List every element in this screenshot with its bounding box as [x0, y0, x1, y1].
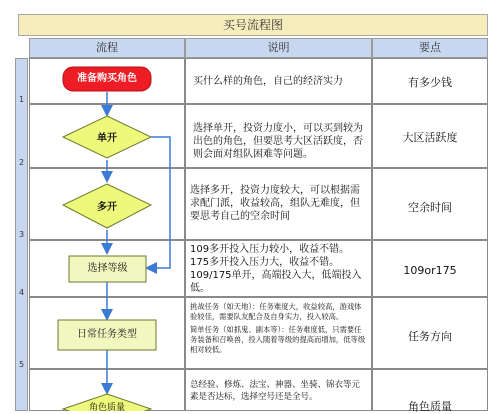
key-text-4: 109or175: [403, 264, 457, 277]
explain-text-4: [190, 243, 368, 295]
task-label: 日常任务类型: [77, 329, 137, 340]
explain-text-5: [190, 302, 368, 355]
key-text-6: 角色质量: [408, 400, 452, 413]
chart-title: 买号流程图: [18, 14, 488, 36]
explain-para-5-1: 挑战任务（如天地）：任务难度大，收益较高，游戏体验较佳，需要队友配合及自身实力，投入较高。: [190, 302, 362, 321]
single-label: 单开: [97, 133, 117, 144]
row-number-2: 2: [18, 158, 25, 167]
explain-line-4-2: 175多开投入压力大，收益不错。: [190, 257, 340, 268]
explain-line-4-3: 109/175单开，高端投入大，低端投入低。: [190, 270, 362, 294]
key-text-5: 任务方向: [408, 330, 452, 343]
explain-line-4-1: 109多开投入压力较小，收益不错。: [190, 244, 350, 255]
connector-single-level: [148, 137, 170, 268]
key-text-2: 大区活跃度: [402, 131, 458, 144]
row-number-5: 5: [18, 360, 25, 369]
row-number-3: 3: [18, 230, 25, 239]
key-text-3: 空余时间: [408, 201, 452, 214]
row-number-1: 1: [18, 95, 25, 104]
header-key: 要点: [372, 38, 488, 58]
explain-text-1: 买什么样的角色，自己的经济实力: [193, 76, 343, 87]
level-label: 选择等级: [87, 263, 128, 274]
header-flow: 流程: [29, 38, 185, 58]
explain-text-6: 总经验、修炼、法宝、神器、坐骑、锦衣等元素是否达标，选择空号还是全号。: [190, 380, 361, 402]
row-number-4: 4: [18, 288, 25, 297]
header-explain: 说明: [185, 38, 372, 58]
explain-para-5-2: 简单任务（如抓鬼、副本等）：任务难度低，只需要任务装备和召唤兽，投入随着等级的提高而增加，低等级相对较低。: [190, 325, 366, 354]
explain-text-2: 选择单开，投资力度小，可以买到较为出色的角色，但要思考大区活跃度，否则会面对组队困难等问题。: [193, 123, 363, 160]
explain-text-3: 选择多开，投资力度较大，可以根据需求配门派，收益较高，组队无难度，但要思考自己的空余时间: [190, 185, 360, 222]
start-label: 准备购买角色: [77, 73, 137, 84]
quality-label: 角色质量: [88, 403, 125, 413]
multi-label: 多开: [97, 202, 117, 213]
key-text-1: 有多少钱: [408, 76, 452, 89]
